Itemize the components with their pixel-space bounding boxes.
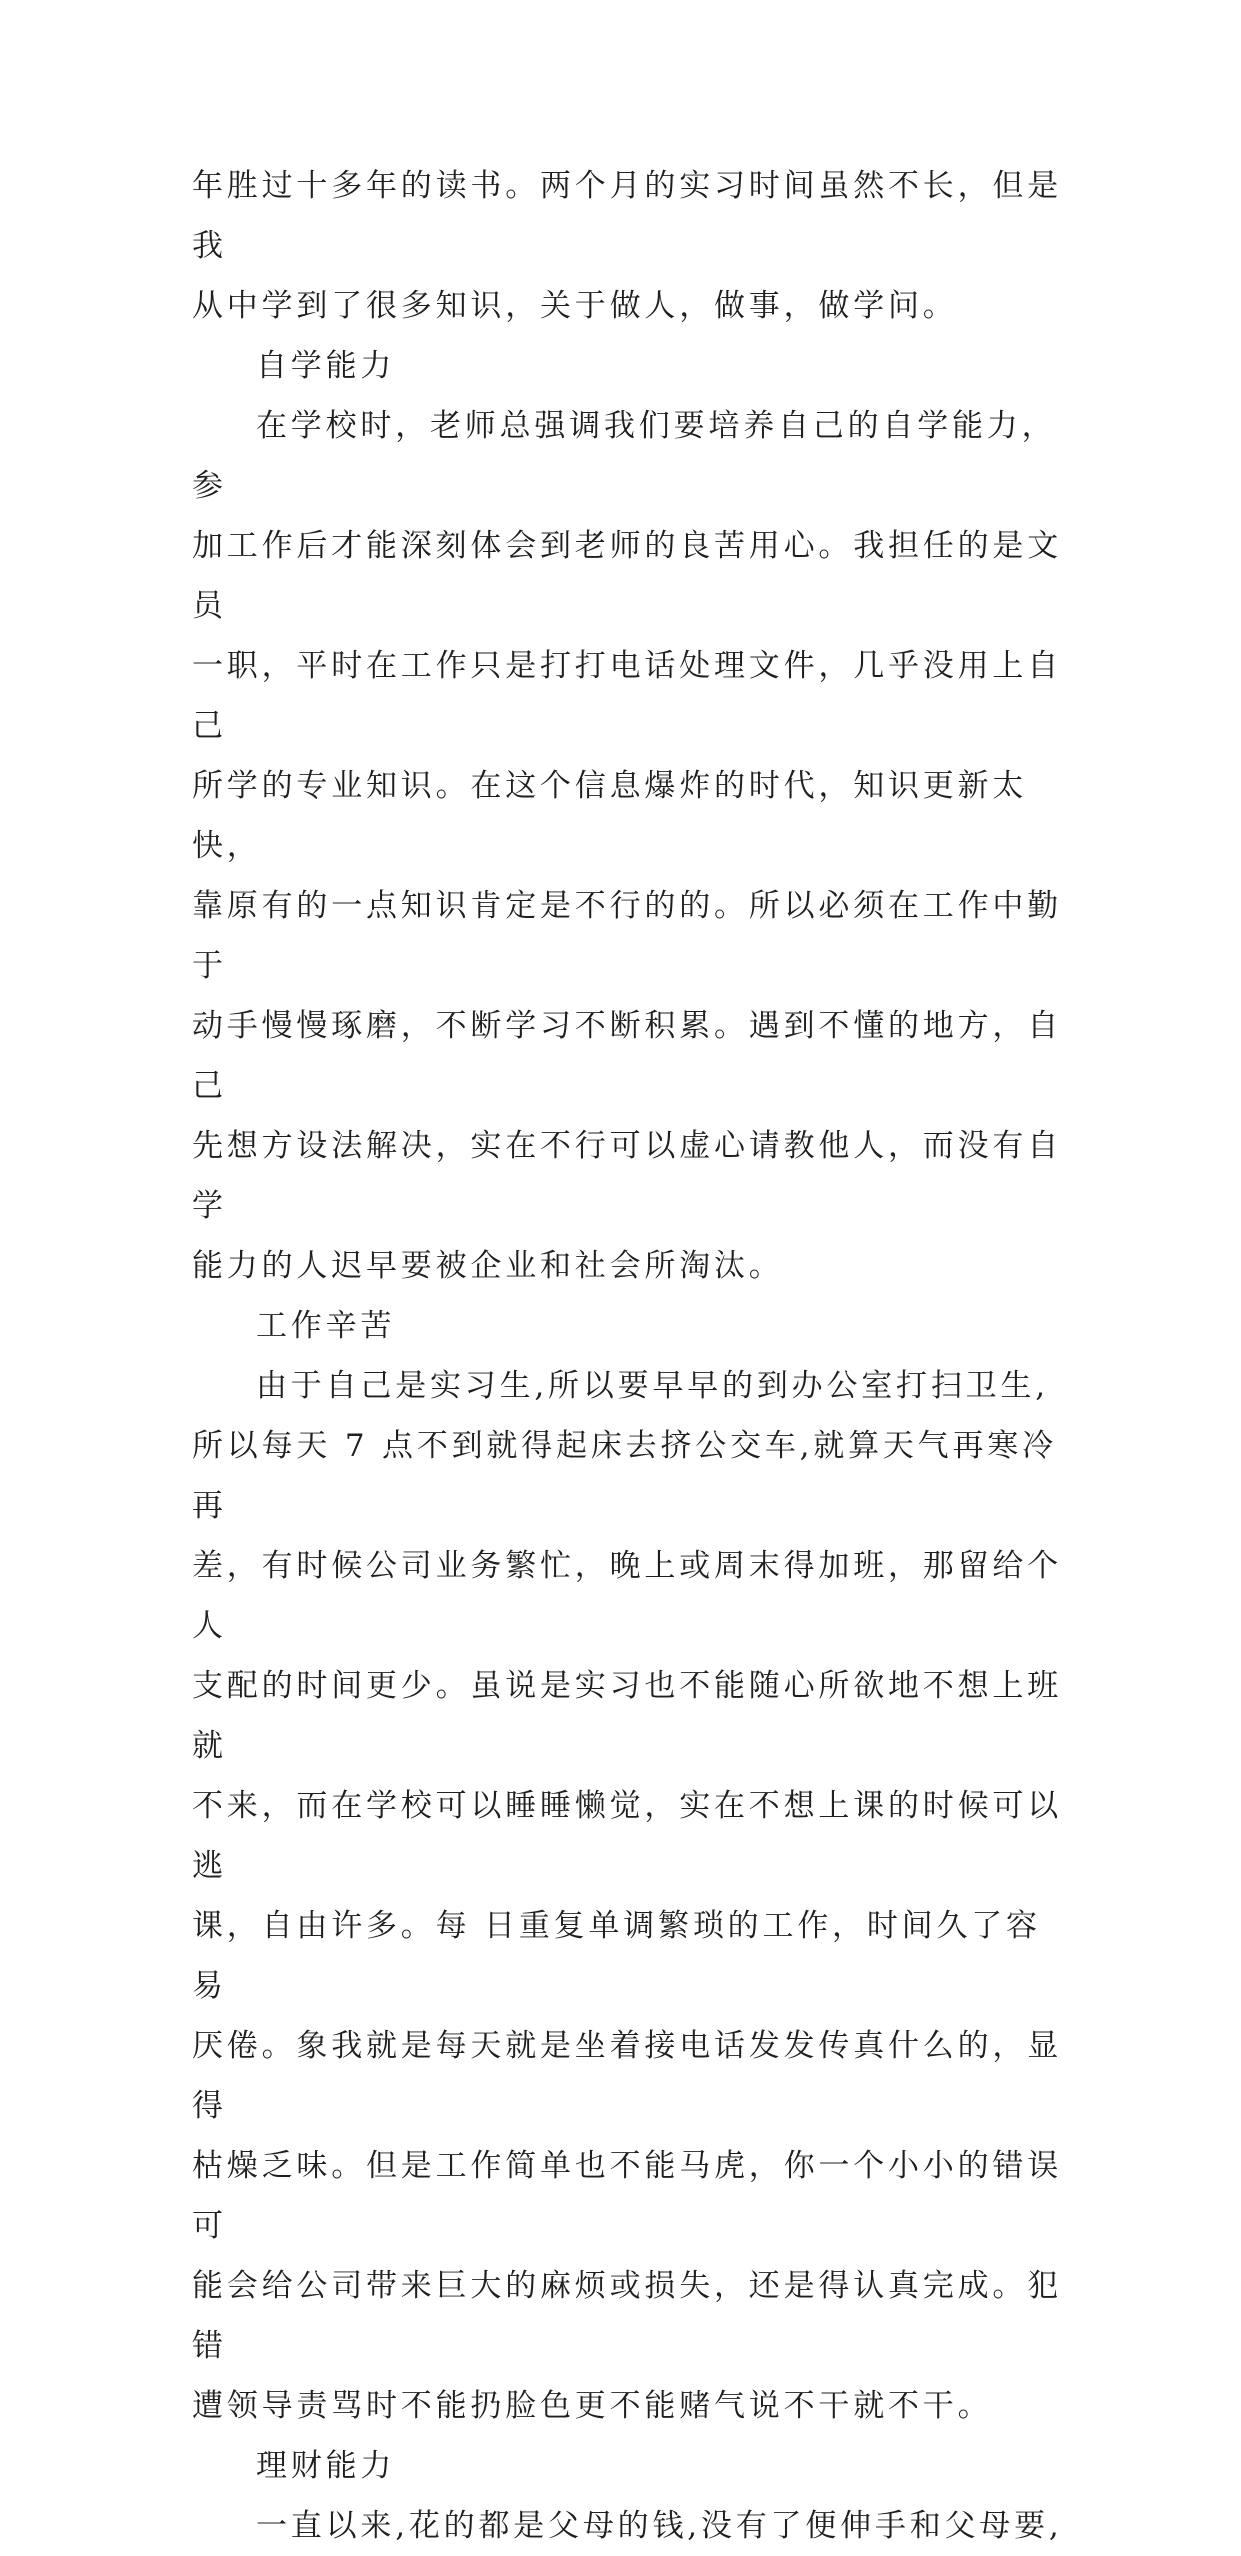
body-line: 动手慢慢琢磨，不断学习不断积累。遇到不懂的地方，自己	[192, 1008, 1062, 1104]
body-line: 支配的时间更少。虽说是实习也不能随心所欲地不想上班就	[192, 1668, 1062, 1764]
section-heading: 理财能力	[256, 2448, 396, 2484]
section-heading: 工作辛苦	[256, 1308, 396, 1344]
body-line: 所以每天 7 点不到就得起床去挤公交车,就算天气再寒冷再	[192, 1428, 1057, 1524]
body-line: 不来，而在学校可以睡睡懒觉，实在不想上课的时候可以逃	[192, 1788, 1062, 1884]
body-line: 所学的专业知识。在这个信息爆炸的时代，知识更新太快，	[192, 768, 1028, 864]
body-line: 枯燥乏味。但是工作简单也不能马虎，你一个小小的错误可	[192, 2148, 1062, 2244]
body-line: 能力的人迟早要被企业和社会所淘汰。	[192, 1248, 784, 1284]
body-line: 一职，平时在工作只是打打电话处理文件，几乎没用上自己	[192, 648, 1062, 744]
body-line: 年胜过十多年的读书。两个月的实习时间虽然不长，但是我	[192, 168, 1062, 264]
body-line: 在学校时，老师总强调我们要培养自己的自学能力，参	[192, 408, 1057, 504]
document-body	[192, 156, 1072, 2556]
body-line: 先想方设法解决，实在不行可以虚心请教他人，而没有自学	[192, 1128, 1062, 1224]
body-line: 靠原有的一点知识肯定是不行的的。所以必须在工作中勤于	[192, 888, 1062, 984]
body-line: 加工作后才能深刻体会到老师的良苦用心。我担任的是文员	[192, 528, 1062, 624]
body-line: 厌倦。象我就是每天就是坐着接电话发发传真什么的，显得	[192, 2028, 1062, 2124]
body-line: 差，有时候公司业务繁忙，晚上或周末得加班，那留给个人	[192, 1548, 1062, 1644]
body-line: 能会给公司带来巨大的麻烦或损失，还是得认真完成。犯错	[192, 2268, 1062, 2364]
body-line: 遭领导责骂时不能扔脸色更不能赌气说不干就不干。	[192, 2388, 993, 2424]
body-line: 一直以来,花的都是父母的钱,没有了便伸手和父母要,	[256, 2508, 1063, 2544]
body-line: 课，自由许多。每 日重复单调繁琐的工作，时间久了容易	[192, 1908, 1041, 2004]
body-line: 从中学到了很多知识，关于做人，做事，做学问。	[192, 288, 958, 324]
body-line: 由于自己是实习生,所以要早早的到办公室打扫卫生,	[256, 1368, 1049, 1404]
section-heading: 自学能力	[256, 348, 396, 384]
